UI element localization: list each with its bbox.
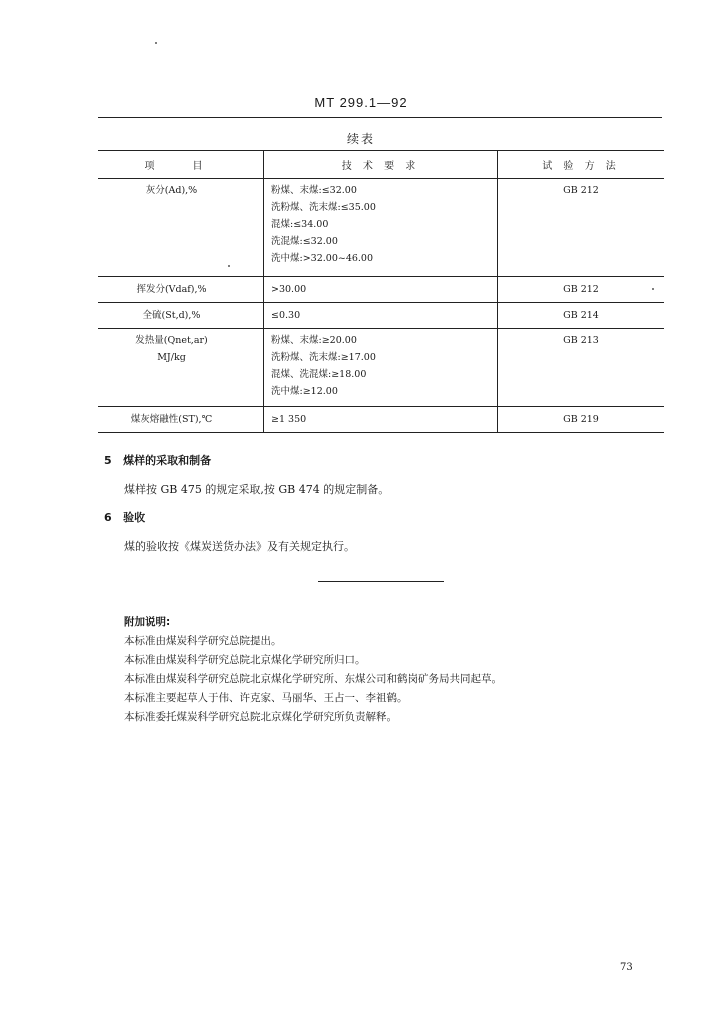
section-number: 6 bbox=[104, 511, 112, 524]
scan-speck bbox=[228, 265, 230, 267]
scan-speck bbox=[652, 288, 654, 290]
table-row bbox=[98, 407, 664, 433]
addendum-line: 本标准由煤炭科学研究总院北京煤化学研究所归口。 bbox=[124, 654, 366, 666]
section-5-heading bbox=[104, 452, 211, 468]
page-number: 73 bbox=[620, 962, 633, 973]
cell-item: 挥发分(Vdaf),% bbox=[98, 277, 264, 303]
cell-method: GB 212 bbox=[498, 277, 665, 303]
section-6-heading bbox=[104, 509, 145, 525]
cell-requirements: >30.00 bbox=[264, 277, 498, 303]
cell-requirements: 粉煤、末煤:≥20.00 洗粉煤、洗末煤:≥17.00 混煤、洗混煤:≥18.00 洗中煤:≥12.00 bbox=[264, 329, 498, 407]
column-header-method: 试 验 方 法 bbox=[498, 151, 665, 179]
cell-method: GB 212 bbox=[498, 179, 665, 277]
addendum-title: 附加说明: bbox=[124, 616, 171, 628]
cell-method: GB 214 bbox=[498, 303, 665, 329]
end-rule bbox=[318, 581, 444, 582]
column-header-item: 项 目 bbox=[98, 151, 264, 179]
table-row bbox=[98, 303, 664, 329]
addendum-line: 本标准由煤炭科学研究总院北京煤化学研究所、东煤公司和鹤岗矿务局共同起草。 bbox=[124, 673, 502, 685]
cell-method: GB 213 bbox=[498, 329, 665, 407]
section-6-body: 煤的验收按《煤炭送货办法》及有关规定执行。 bbox=[124, 540, 355, 553]
addendum-line: 本标准由煤炭科学研究总院提出。 bbox=[124, 635, 282, 647]
addendum bbox=[124, 612, 502, 727]
section-title: 验收 bbox=[123, 511, 146, 524]
cell-requirements: 粉煤、末煤:≤32.00 洗粉煤、洗末煤:≤35.00 混煤:≤34.00 洗混煤:≤32.00 洗中煤:>32.00~46.00 bbox=[264, 179, 498, 277]
scan-speck bbox=[155, 42, 157, 44]
column-header-requirements: 技 术 要 求 bbox=[264, 151, 498, 179]
table-caption: 续表 bbox=[346, 132, 375, 146]
header-code: MT 299.1—92 bbox=[314, 95, 408, 110]
table-row bbox=[98, 277, 664, 303]
cell-requirements: ≤0.30 bbox=[264, 303, 498, 329]
header-rule bbox=[98, 117, 662, 118]
addendum-line: 本标准委托煤炭科学研究总院北京煤化学研究所负责解释。 bbox=[124, 711, 397, 723]
spec-table bbox=[98, 150, 664, 433]
cell-requirements: ≥1 350 bbox=[264, 407, 498, 433]
section-number: 5 bbox=[104, 454, 112, 467]
section-5-body: 煤样按 GB 475 的规定采取,按 GB 474 的规定制备。 bbox=[124, 483, 390, 496]
cell-item: 全硫(St,d),% bbox=[98, 303, 264, 329]
cell-item: 发热量(Qnet,ar) MJ/kg bbox=[98, 329, 264, 407]
addendum-line: 本标准主要起草人于伟、许克家、马丽华、王占一、李祖鹤。 bbox=[124, 692, 408, 704]
cell-item: 灰分(Ad),% bbox=[98, 179, 264, 277]
cell-item: 煤灰熔融性(ST),℃ bbox=[98, 407, 264, 433]
table-row bbox=[98, 329, 664, 407]
table-header-row bbox=[98, 151, 664, 179]
cell-method: GB 219 bbox=[498, 407, 665, 433]
section-title: 煤样的采取和制备 bbox=[123, 454, 212, 467]
table-row bbox=[98, 179, 664, 277]
